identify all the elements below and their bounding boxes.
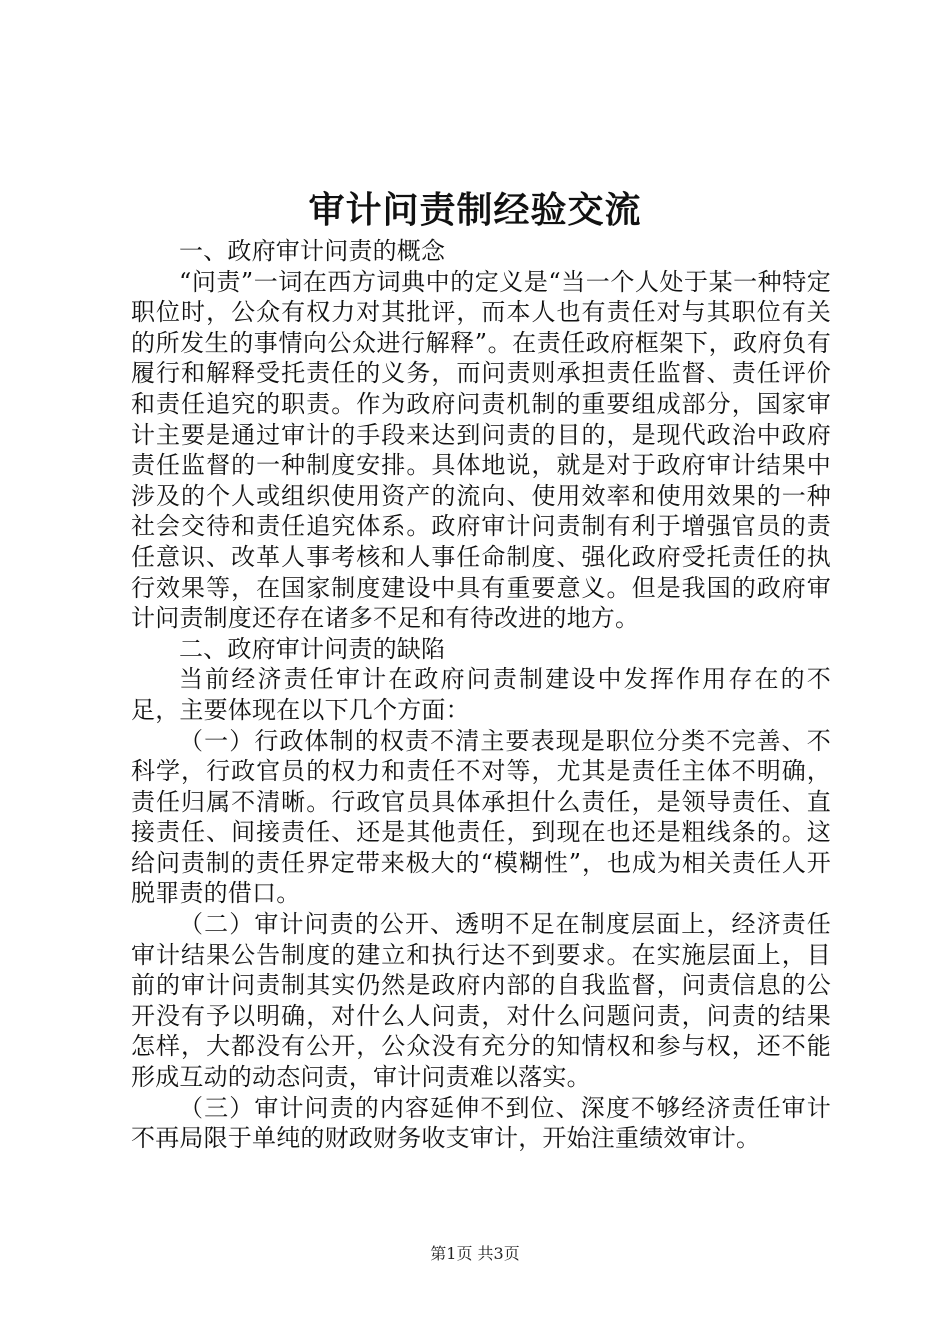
document-body xyxy=(131,236,831,1154)
document-title: 审计问责制经验交流 xyxy=(308,189,642,231)
page-footer: 第1页 共3页 xyxy=(430,1244,520,1263)
paragraph-point-3: （三）审计问责的内容延伸不到位、深度不够经济责任审计不再局限于单纯的财政财务收支审计，开始注重绩效审计。 xyxy=(131,1093,831,1153)
section-heading-2: 二、政府审计问责的缺陷 xyxy=(179,634,446,663)
section-heading-1: 一、政府审计问责的概念 xyxy=(179,237,446,265)
paragraph-definition: “问责”一词在西方词典中的定义是“当一个人处于某一种特定职位时，公众有权力对其批评，而本人也有责任对与其职位有关的所发生的事情向公众进行解释”。在责任政府框架下，政府负有履行和解释受托责任的义务，而问责则承担责任监督、责任评价和责任追究的职责。作为政府问责机制的重要组成部分，国家审计主要是通过审计的手段来达到问责的目的，是现代政治中政府责任监督的一种制度安排。具体地说，就是对于政府审计结果中涉及的个人或组织使用资产的流向、使用效率和使用效果的一种社会交待和责任追究体系。政府审计问责制有利于增强官员的责任意识、改革人事考核和人事任命制度、强化政府受托责任的执行效果等，在国家制度建设中具有重要意义。但是我国的政府审计问责制度还存在诸多不足和有待改进的地方。 xyxy=(131,267,831,633)
paragraph-point-1: （一）行政体制的权责不清主要表现是职位分类不完善、不科学，行政官员的权力和责任不对等，尤其是责任主体不明确，责任归属不清晰。行政官员具体承担什么责任，是领导责任、直接责任、间接责任、还是其他责任，到现在也还是粗线条的。这给问责制的责任界定带来极大的“模糊性”，也成为相关责任人开脱罪责的借口。 xyxy=(131,726,831,908)
paragraph-point-2: （二）审计问责的公开、透明不足在制度层面上，经济责任审计结果公告制度的建立和执行达不到要求。在实施层面上，目前的审计问责制其实仍然是政府内部的自我监督，问责信息的公开没有予以明确，对什么人问责，对什么问题问责，问责的结果怎样，大都没有公开，公众没有充分的知情权和参与权，还不能形成互动的动态问责，审计问责难以落实。 xyxy=(131,910,831,1092)
paragraph-intro-deficiencies: 当前经济责任审计在政府问责制建设中发挥作用存在的不足，主要体现在以下几个方面： xyxy=(131,665,831,724)
